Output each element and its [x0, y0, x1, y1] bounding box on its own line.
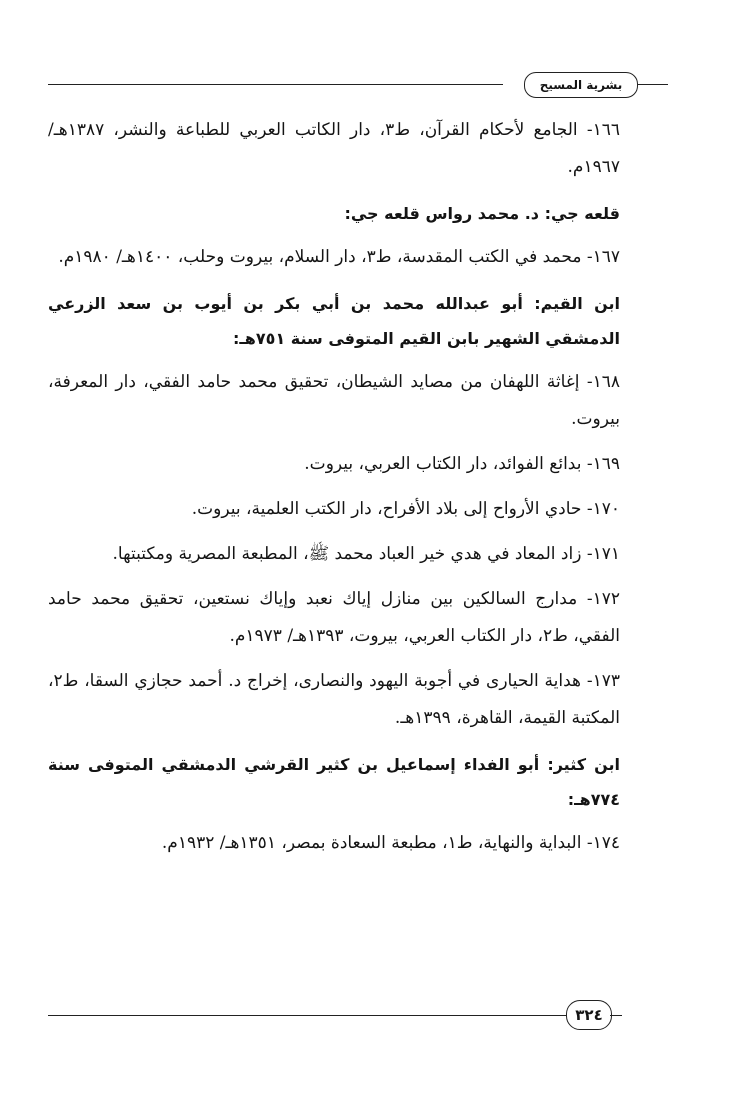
entry-170: ١٧٠- حادي الأرواح إلى بلاد الأفراح، دار الكتب العلمية، بيروت.: [191, 499, 620, 519]
entry-168: ١٦٨- إغاثة اللهفان من مصايد الشيطان، تحقيق محمد حامد الفقي، دار المعرفة، بيروت.: [48, 372, 620, 429]
bibliography-list: [48, 112, 620, 870]
page-footer: [48, 1000, 620, 1030]
entry-171: ١٧١- زاد المعاد في هدي خير العباد محمد ﷺ، المطبعة المصرية ومكتبتها.: [112, 544, 620, 564]
entry-169: ١٦٩- بدائع الفوائد، دار الكتاب العربي، بيروت.: [304, 454, 620, 474]
footer-rule-right: [610, 1015, 622, 1016]
author-heading-ibn-qayyim: ابن القيم: أبو عبدالله محمد بن أبي بكر بن أيوب بن سعد الزرعي الدمشقي الشهير بابن القيم المتوفى سنة ٧٥١هـ:: [48, 294, 620, 348]
running-title: بشرية المسيح: [524, 72, 638, 98]
footer-rule: [48, 1015, 568, 1016]
entry-174: ١٧٤- البداية والنهاية، ط١، مطبعة السعادة بمصر، ١٣٥١هـ/ ١٩٣٢م.: [161, 833, 620, 853]
author-heading-ibn-kathir: ابن كثير: أبو الفداء إسماعيل بن كثير القرشي الدمشقي المتوفى سنة ٧٧٤هـ:: [48, 755, 620, 809]
page-number: ٣٢٤: [566, 1000, 612, 1030]
running-header: [48, 70, 668, 100]
header-rule: [48, 84, 503, 85]
entry-173: ١٧٣- هداية الحيارى في أجوبة اليهود والنصارى، إخراج د. أحمد حجازي السقا، ط٢، المكتبة القيمة، القاهرة، ١٣٩٩هـ.: [48, 671, 620, 728]
header-rule-right: [638, 84, 668, 85]
entry-172: ١٧٢- مدارج السالكين بين منازل إياك نعبد وإياك نستعين، تحقيق محمد حامد الفقي، ط٢، دار الكتاب العربي، بيروت، ١٣٩٣هـ/ ١٩٧٣م.: [48, 589, 620, 646]
entry-167: ١٦٧- محمد في الكتب المقدسة، ط٣، دار السلام، بيروت وحلب، ١٤٠٠هـ/ ١٩٨٠م.: [58, 247, 620, 267]
entry-166: ١٦٦- الجامع لأحكام القرآن، ط٣، دار الكاتب العربي للطباعة والنشر، ١٣٨٧هـ/ ١٩٦٧م.: [48, 120, 620, 177]
author-heading-qalaji: قلعه جي: د. محمد رواس قلعه جي:: [344, 204, 620, 223]
